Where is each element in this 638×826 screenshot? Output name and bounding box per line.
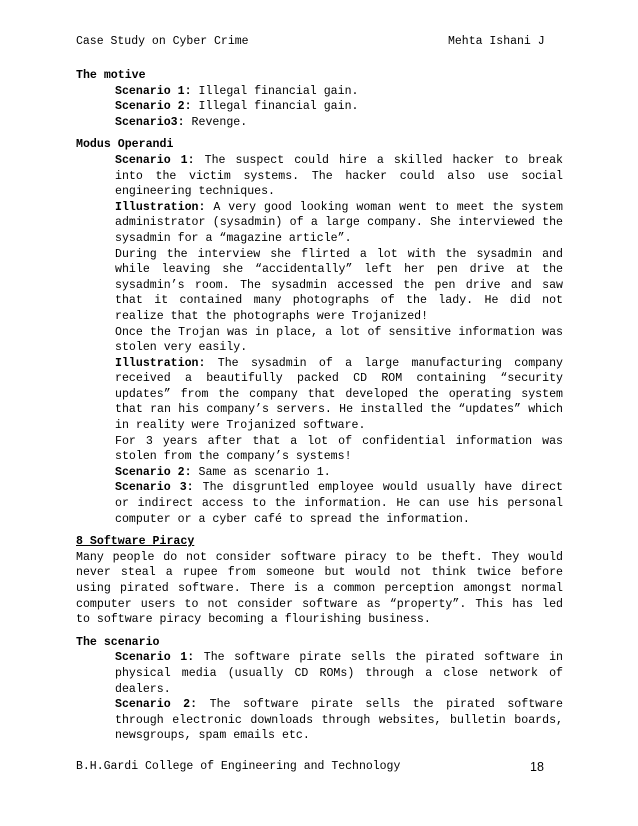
modus-confidential-paragraph: For 3 years after that a lot of confidential information was stolen from the company’s systems!	[115, 434, 563, 464]
footer-college: B.H.Gardi College of Engineering and Technology	[76, 760, 401, 773]
motive-scenario-2: Scenario 2: Illegal financial gain.	[115, 100, 359, 114]
piracy-scenario-2: Scenario 2: The software pirate sells the pirated software through electronic downloads through websites, bulletin boards, newsgroups, spam emails etc.	[115, 698, 564, 743]
modus-interview-paragraph: During the interview she flirted a lot with the sysadmin and while leaving she “accidentally” left her pen drive at the sysadmin’s room. The sysadmin accessed the pen drive and saw that it contained many photographs of the lady. He did not realize that the photographs were Trojanized!	[115, 247, 563, 323]
header-author: Mehta Ishani J	[448, 35, 545, 48]
modus-scenario-1: Scenario 1: The suspect could hire a skilled hacker to break into the victim systems. The hacker could also use social engineering techniques.	[115, 153, 563, 199]
piracy-paragraph: Many people do not consider software piracy to be theft. They would never steal a rupee from someone but would not think twice before using pirated software. There is a common perception amongst normal computer users to not consider software as “property”. This has led to software piracy becoming a flourishing business.	[76, 550, 563, 627]
modus-illustration-1: Illustration: A very good looking woman went to meet the system administrator (sysadmin) of a large company. She interviewed the sysadmin for a “magazine article”.	[115, 200, 563, 245]
header-title: Case Study on Cyber Crime	[76, 35, 249, 48]
modus-trojan-paragraph: Once the Trojan was in place, a lot of sensitive information was stolen very easily.	[115, 325, 563, 355]
piracy-scenario-1: Scenario 1: The software pirate sells the pirated software in physical media (usually CD ROMs) through a close network of dealers.	[115, 651, 563, 696]
modus-heading: Modus Operandi	[76, 138, 174, 152]
scenario-heading: The scenario	[76, 635, 160, 649]
modus-scenario-2: Scenario 2: Same as scenario 1.	[115, 465, 331, 479]
document-body	[76, 68, 563, 744]
modus-illustration-2: Illustration: The sysadmin of a large manufacturing company received a beautifully packed CD ROM containing “security updates” from the company that developed the operating system that ran his company’s servers. He installed the “updates” which in reality were Trojanized software.	[115, 356, 563, 433]
motive-scenario-3: Scenario3: Revenge.	[115, 115, 248, 129]
modus-scenario-3: Scenario 3: The disgruntled employee would usually have direct or indirect access to the information. He can use his personal computer or a cyber café to spread the information.	[115, 481, 564, 526]
motive-heading: The motive	[76, 69, 146, 82]
motive-scenario-1: Scenario 1: Illegal financial gain.	[115, 84, 359, 98]
piracy-heading: 8 Software Piracy	[76, 535, 195, 549]
page-number: 18	[530, 760, 544, 774]
